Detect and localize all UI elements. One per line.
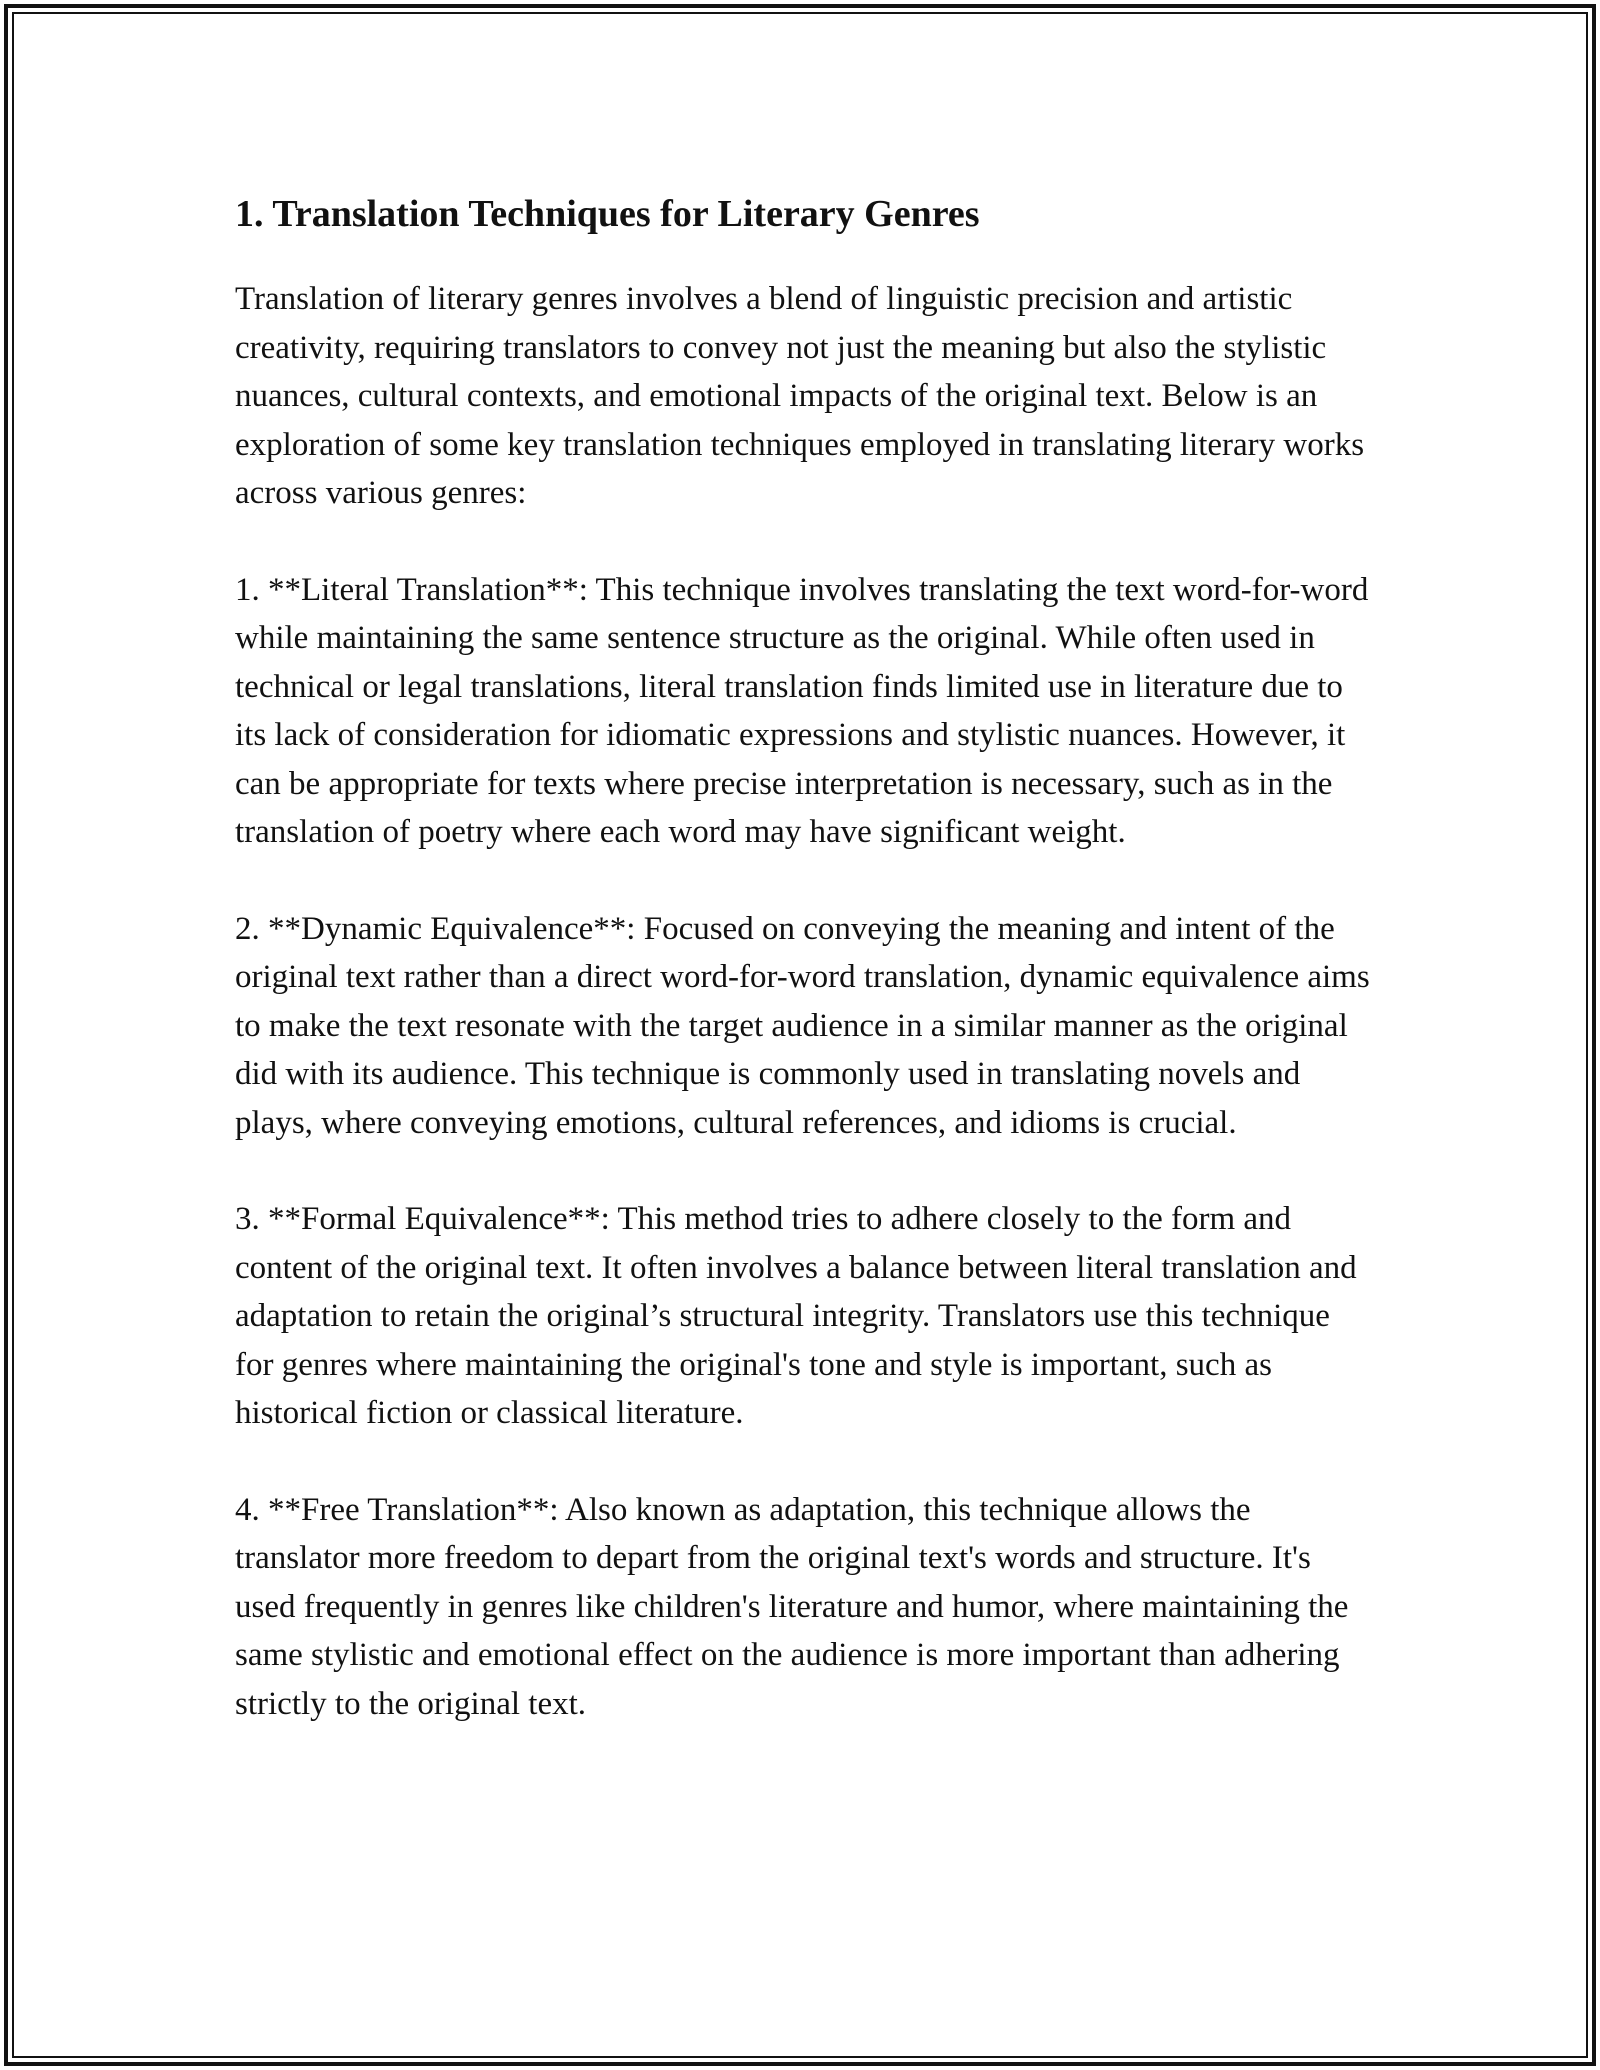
technique-free-translation: 4. **Free Translation**: Also known as adaptation, this technique allows the translator more freedom to depart from the original text's words and structure. It's used frequently in genres like children's literature and humor, where maintaining the same stylistic and emotional effect on the audience is more important than adhering strictly to the original text. [235,1491,1349,1722]
technique-dynamic-equivalence: 2. **Dynamic Equivalence**: Focused on conveying the meaning and intent of the original text rather than a direct word-for-word translation, dynamic equivalence aims to make the text resonate with the target audience in a similar manner as the original did with its audience. This technique is commonly used in translating novels and plays, where conveying emotions, cultural references, and idioms is crucial. [235,910,1370,1141]
section-title: 1. Translation Techniques for Literary Genres [235,193,980,235]
technique-literal-translation: 1. **Literal Translation**: This technique involves translating the text word-for-word while maintaining the same sentence structure as the original. While often used in technical or legal translations, literal translation finds limited use in literature due to its lack of consideration for idiomatic expressions and stylistic nuances. However, it can be appropriate for texts where precise interpretation is necessary, such as in the translation of poetry where each word may have significant weight. [235,571,1369,850]
document-body [235,186,1375,1776]
technique-formal-equivalence: 3. **Formal Equivalence**: This method tries to adhere closely to the form and content of the original text. It often involves a balance between literal translation and adaptation to retain the original’s structural integrity. Translators use this technique for genres where maintaining the original's tone and style is important, such as historical fiction or classical literature. [235,1201,1357,1431]
intro-paragraph: Translation of literary genres involves a blend of linguistic precision and artistic creativity, requiring translators to convey not just the meaning but also the stylistic nuances, cultural contexts, and emotional impacts of the original text. Below is an exploration of some key translation techniques employed in translating literary works across various genres: [235,281,1365,511]
